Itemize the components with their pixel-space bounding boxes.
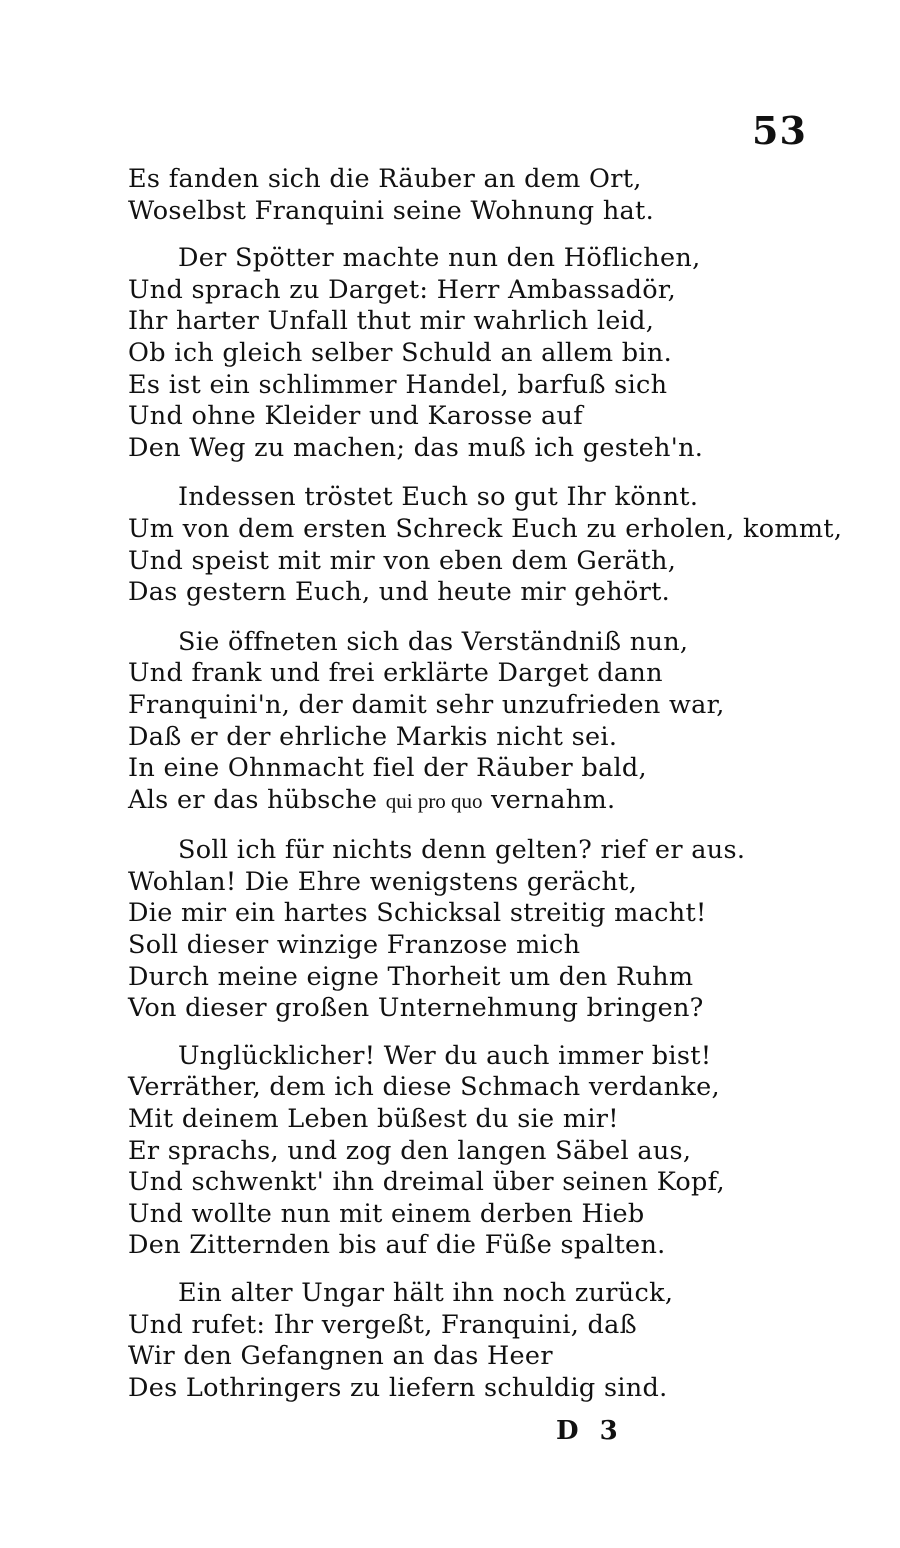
- verse-line: Den Weg zu machen; das muß ich gesteh'n.: [128, 432, 704, 463]
- verse-line: Soll ich für nichts denn gelten? rief er aus.: [178, 835, 746, 866]
- verse-line: Von dieser großen Unternehmung bringen?: [128, 993, 704, 1024]
- verse-line: Wohlan! Die Ehre wenigstens gerächt,: [128, 866, 638, 897]
- verse-line: Die mir ein hartes Schicksal streitig macht!: [128, 898, 707, 929]
- verse-line: Durch meine eigne Thorheit um den Ruhm: [128, 961, 694, 992]
- verse-line: Ihr harter Unfall thut mir wahrlich leid,: [128, 306, 655, 337]
- stanza-6: [128, 1041, 788, 1262]
- stanza-5: [128, 835, 788, 1025]
- poem-text: [128, 164, 843, 1404]
- verse-line: Es fanden sich die Räuber an dem Ort,: [128, 164, 642, 194]
- verse-line: Woselbst Franquini seine Wohnung hat.: [128, 195, 655, 226]
- verse-line: Der Spötter machte nun den Höflichen,: [178, 243, 701, 274]
- verse-line: Verräther, dem ich diese Schmach verdanke,: [128, 1072, 720, 1103]
- stanza-3: [128, 482, 843, 608]
- verse-line: Des Lothringers zu liefern schuldig sind.: [128, 1372, 668, 1403]
- verse-line: Indessen tröstet Euch so gut Ihr könnt.: [178, 482, 699, 513]
- verse-line: Und ohne Kleider und Karosse auf: [128, 401, 584, 432]
- verse-line: Sie öffneten sich das Verständniß nun,: [178, 626, 689, 657]
- verse-line: Um von dem ersten Schreck Euch zu erholen, kommt,: [128, 513, 843, 544]
- verse-fragment: Als er das hübsche: [128, 784, 378, 815]
- verse-line-with-latin: [128, 785, 788, 818]
- stanza-1: [128, 164, 788, 227]
- verse-line: Ein alter Ungar hält ihn noch zurück,: [178, 1278, 674, 1308]
- stanza-4: [128, 627, 788, 818]
- verse-line: Es ist ein schlimmer Handel, barfuß sich: [128, 369, 668, 400]
- verse-fragment: vernahm.: [490, 784, 616, 815]
- stanza-7: [128, 1278, 788, 1404]
- latin-phrase: qui pro quo: [385, 788, 483, 813]
- verse-line: Mit deinem Leben büßest du sie mir!: [128, 1104, 619, 1135]
- verse-line: Und wollte nun mit einem derben Hieb: [128, 1198, 645, 1229]
- verse-line: Ob ich gleich selber Schuld an allem bin.: [128, 337, 672, 368]
- verse-line: Franquini'n, der damit sehr unzufrieden war,: [128, 689, 725, 720]
- verse-line: Unglücklicher! Wer du auch immer bist!: [178, 1040, 712, 1071]
- signature-mark: D 3: [556, 1416, 624, 1446]
- verse-line: Den Zitternden bis auf die Füße spalten.: [128, 1230, 666, 1261]
- verse-line: Soll dieser winzige Franzose mich: [128, 930, 581, 961]
- verse-line: Wir den Gefangnen an das Heer: [128, 1341, 553, 1372]
- verse-line: Und sprach zu Darget: Herr Ambassadör,: [128, 274, 676, 305]
- verse-line: In eine Ohnmacht fiel der Räuber bald,: [128, 753, 647, 784]
- stanza-2: [128, 243, 788, 464]
- verse-line: Und frank und frei erklärte Darget dann: [128, 658, 663, 689]
- verse-line: Daß er der ehrliche Markis nicht sei.: [128, 721, 618, 752]
- verse-line: Das gestern Euch, und heute mir gehört.: [128, 577, 671, 608]
- verse-line: Und schwenkt' ihn dreimal über seinen Kopf,: [128, 1167, 725, 1198]
- page-number: 53: [752, 108, 807, 153]
- verse-line: Er sprachs, und zog den langen Säbel aus,: [128, 1135, 692, 1166]
- verse-line: Und rufet: Ihr vergeßt, Franquini, daß: [128, 1309, 637, 1340]
- verse-line: Und speist mit mir von eben dem Geräth,: [128, 545, 677, 576]
